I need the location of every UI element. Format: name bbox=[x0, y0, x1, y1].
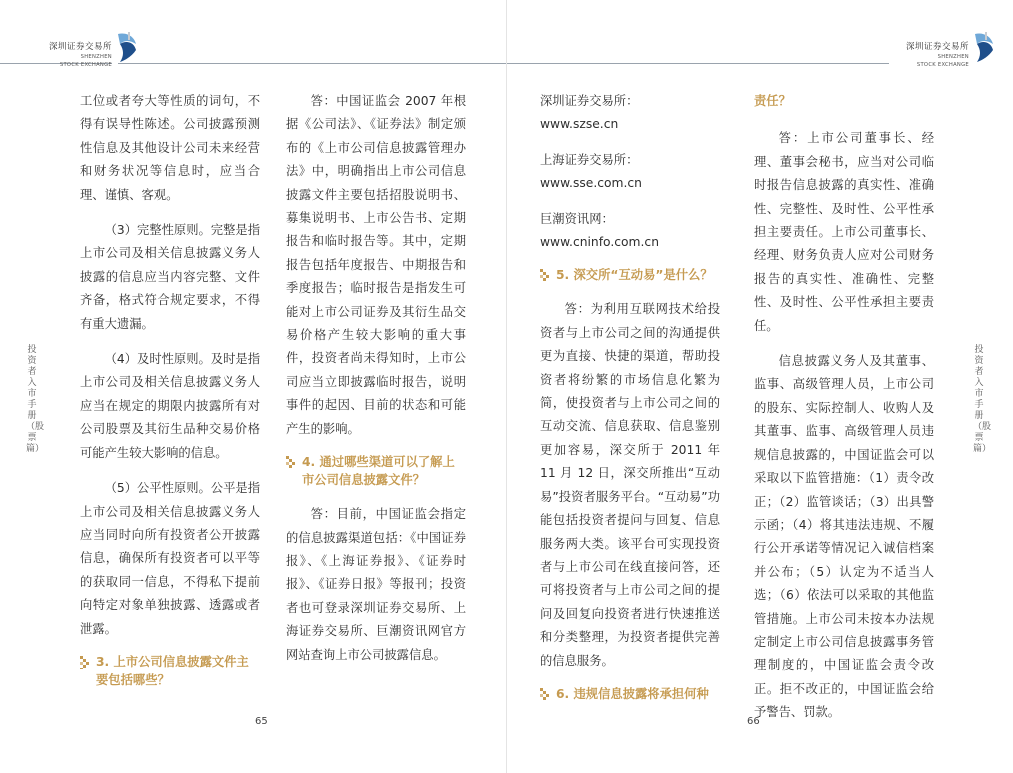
chevron-bullet-icon bbox=[540, 268, 552, 282]
page-number: 65 bbox=[255, 716, 268, 727]
logo-name-en-1: SHENZHEN bbox=[937, 53, 969, 60]
szse-url: www.szse.cn bbox=[540, 117, 619, 132]
link-label: 巨潮资讯网： bbox=[540, 211, 614, 226]
sse-url: www.sse.com.cn bbox=[540, 176, 642, 191]
left-page bbox=[0, 0, 506, 773]
heading-text: 4. 通过哪些渠道可以了解上市公司信息披露文件？ bbox=[302, 455, 455, 488]
paragraph: （3）完整性原则。完整是指上市公司及相关信息披露义务人披露的信息应当内容完整、文件齐备，格式符合规定要求，不得有重大遗漏。 bbox=[80, 223, 260, 331]
szse-logo-icon bbox=[971, 30, 997, 64]
chevron-bullet-icon bbox=[286, 455, 298, 469]
paragraph: 答：上市公司董事长、经理、董事会秘书，应当对公司临时报告信息披露的真实性、准确性、完整性、及时性、公平性承担主要责任。上市公司董事长、经理、财务负责人应对公司财务报告的真实性、准确性、完整性、及时性、公平性承担主要责任。 bbox=[754, 131, 934, 333]
logo-name-en-1: SHENZHEN bbox=[80, 53, 112, 60]
link-label: 上海证券交易所： bbox=[540, 152, 639, 167]
section-heading-6-continued: 责任？ bbox=[754, 94, 791, 108]
chevron-bullet-icon bbox=[540, 687, 552, 701]
left-column-2 bbox=[286, 90, 466, 679]
side-label: 投资者入市手册（股票篇） bbox=[26, 345, 45, 454]
right-column-2 bbox=[754, 90, 934, 737]
header-rule bbox=[507, 63, 889, 64]
header-rule bbox=[118, 63, 506, 64]
side-label: 投资者入市手册（股票篇） bbox=[973, 345, 992, 454]
page-number: 66 bbox=[747, 716, 760, 727]
section-heading-3 bbox=[80, 653, 260, 689]
paragraph: 信息披露义务人及其董事、监事、高级管理人员，上市公司的股东、实际控制人、收购人及其董事、监事、高级管理人员违规信息披露的，中国证监会可以采取以下监管措施：（1）责令改正；（2）监管谈话；（3）出具警示函；（4）将其违法违规、不履行公开承诺等情况记入诚信档案并公布；（5）认定为不适当人选；（6）依法可以采取的其他监管措施。上市公司未按本办法规定制定上市公司信息披露事务管理制度的，中国证监会责令改正。拒不改正的，中国证监会给予警告、罚款。 bbox=[754, 354, 934, 720]
chevron-bullet-icon bbox=[80, 655, 92, 669]
right-column-1 bbox=[540, 90, 720, 717]
paragraph: （5）公平性原则。公平是指上市公司及相关信息披露义务人应当同时向所有投资者公开披露信息，确保所有投资者可以平等的获取同一信息，不得私下提前向特定对象单独披露、透露或者泄露。 bbox=[80, 481, 260, 636]
section-heading-4 bbox=[286, 453, 466, 489]
szse-logo bbox=[30, 30, 140, 70]
logo-name-cn: 深圳证券交易所 bbox=[48, 42, 112, 52]
heading-text: 5. 深交所“互动易”是什么？ bbox=[556, 268, 713, 283]
logo-name-en-2: STOCK EXCHANGE bbox=[916, 61, 969, 68]
paragraph: 答：中国证监会 2007 年根据《公司法》、《证券法》制定颁布的《上市公司信息披露管理办法》中，明确指出上市公司信息披露文件主要包括招股说明书、募集说明书、上市公告书、定期报告和临时报告等。其中，定期报告包括年度报告、中期报告和季度报告；临时报告是指发生可能对上市公司证券及其衍生品交易价格产生较大影响的重大事件，投资者尚未得知时，上市公司应当立即披露临时报告，说明事件的起因、目前的状态和可能产生的影响。 bbox=[286, 94, 466, 436]
right-page bbox=[507, 0, 1013, 773]
szse-logo-icon bbox=[114, 30, 140, 64]
paragraph: 工位或者夸大等性质的词句，不得有误导性陈述。公司披露预测性信息及其他设计公司未来经营和财务状况等信息时，应当合理、谨慎、客观。 bbox=[80, 94, 260, 202]
logo-name-cn: 深圳证券交易所 bbox=[905, 42, 969, 52]
heading-text: 6. 违规信息披露将承担何种 bbox=[556, 686, 709, 701]
paragraph: 答：为利用互联网技术给投资者与上市公司之间的沟通提供更为直接、快捷的渠道，帮助投资者将纷繁的市场信息化繁为简，使投资者与上市公司之间的互动交流、信息获取、信息鉴别更加容易，深交所于 2011 年 11 月 12 日，深交所推出“互动易”投资者服务平台。“互动易”功能包括投资者提问与回复、信息服务两大类。该平台可实现投资者与上市公司在线直接问答，还可将投资者与上市公司之间的提问及回复向投资者进行快速推送和分类整理，为投资者提供完善的信息服务。 bbox=[540, 302, 720, 668]
left-column-1 bbox=[80, 90, 260, 703]
paragraph: 答：目前，中国证监会指定的信息披露渠道包括：《中国证券报》、《上海证券报》、《证券时报》、《证券日报》等报刊；投资者也可登录深圳证券交易所、上海证券交易所、巨潮资讯网官方网站查询上市公司披露信息。 bbox=[286, 507, 466, 662]
section-heading-6 bbox=[540, 685, 720, 703]
section-heading-5 bbox=[540, 266, 720, 284]
paragraph: （4）及时性原则。及时是指上市公司及相关信息披露义务人应当在规定的期限内披露所有对公司股票及其衍生品种交易价格可能产生较大影响的信息。 bbox=[80, 352, 260, 460]
heading-text: 3. 上市公司信息披露文件主要包括哪些？ bbox=[96, 654, 249, 687]
logo-name-en-2: STOCK EXCHANGE bbox=[59, 61, 112, 68]
link-label: 深圳证券交易所： bbox=[540, 94, 639, 108]
szse-logo bbox=[887, 30, 997, 70]
cninfo-url: www.cninfo.com.cn bbox=[540, 235, 659, 250]
